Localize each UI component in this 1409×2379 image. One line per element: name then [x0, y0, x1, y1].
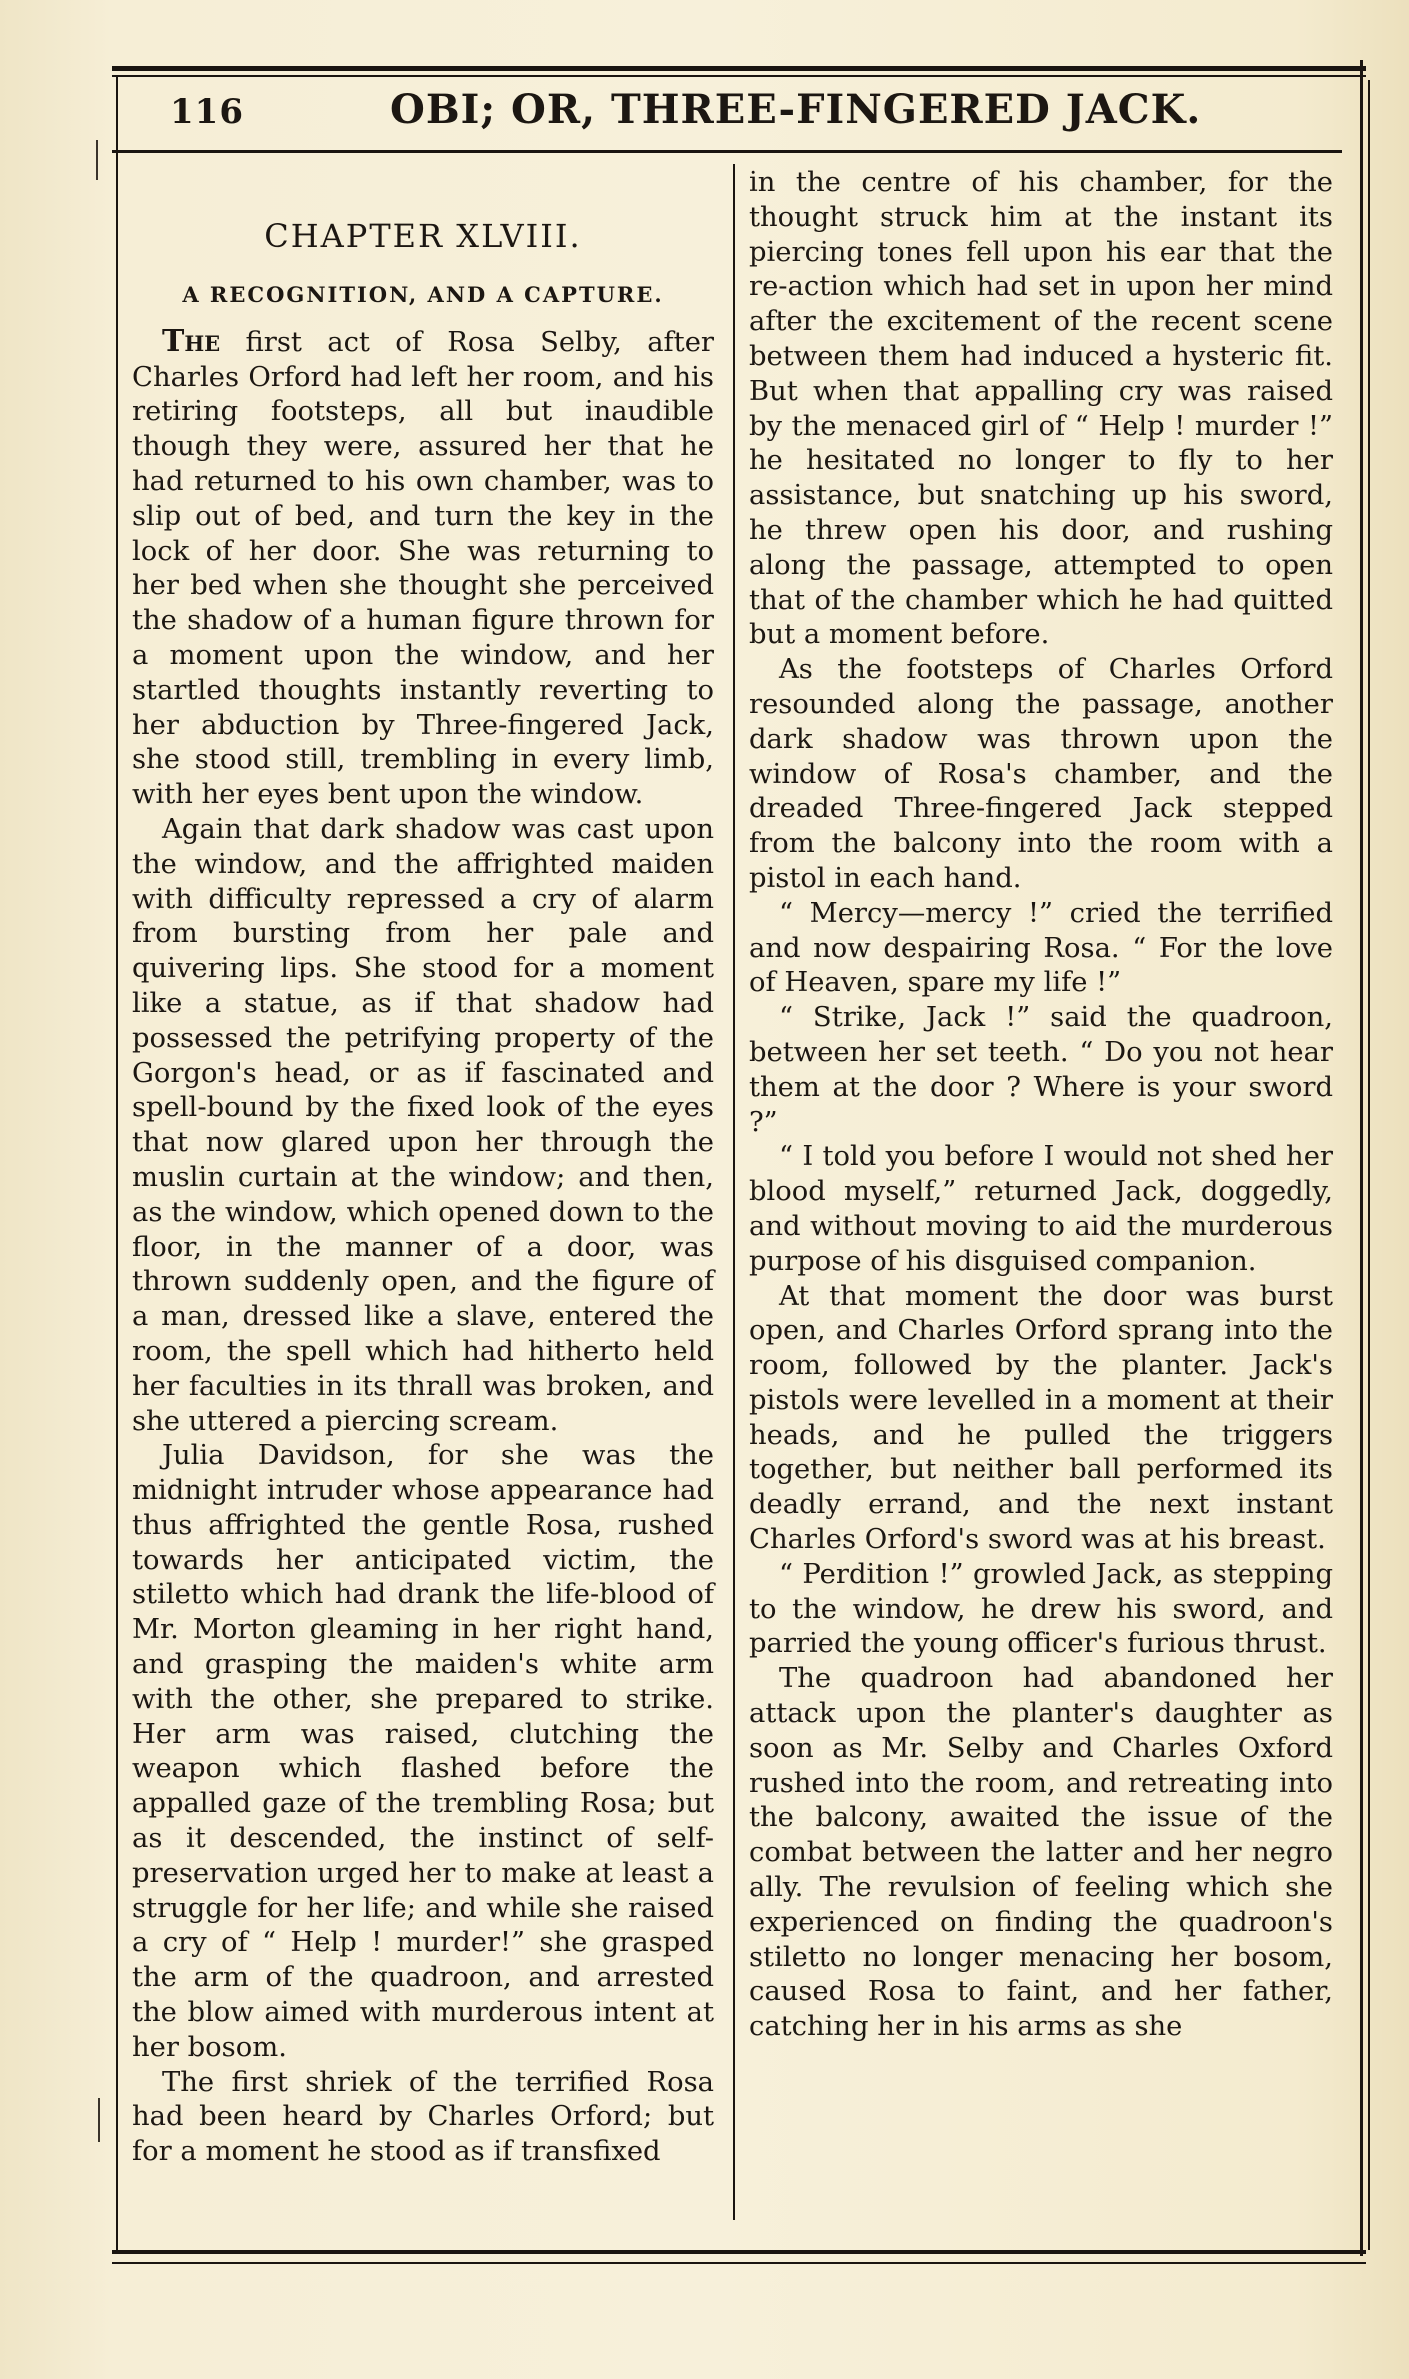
paragraph: “ I told you before I would not shed her blood myself,” returned Jack, doggedly, and without moving to aid the murderous purpose of his disguised companion. [749, 1141, 1333, 1277]
margin-mark [98, 2098, 100, 2142]
paragraph [132, 325, 714, 813]
frame-left-line [116, 76, 118, 2252]
paragraph: “ Perdition !” growled Jack, as stepping to the window, he drew his sword, and parried the young officer's furious thrust. [749, 1558, 1333, 1660]
chapter-subheading: A RECOGNITION, AND A CAPTURE. [182, 282, 664, 307]
page-number: 116 [170, 92, 244, 132]
frame-right-line [1360, 60, 1363, 2256]
paragraph-text: first act of Rosa Selby, after Charles Orford had left her room, and his retiring footsteps, all but inaudible though they were, assured her that he had returned to his own chamber, was to slip out of bed, and turn the key in the lock of her door. She was returning to her bed when she thought she perceived the shadow of a human figure thrown for a moment upon the window, and her startled thoughts instantly reverting to her abduction by Three-fingered Jack, she stood still, trembling in every limb, with her eyes bent upon the window. [132, 326, 714, 811]
paragraph: The quadroon had abandoned her attack upon the planter's daughter as soon as Mr. Selby and Charles Oxford rushed into the room, and retreating into the balcony, awaited the issue of the combat between the latter and her negro ally. The revulsion of feeling which she experienced on finding the quadroon's stiletto no longer menacing her bosom, caused Rosa to faint, and her father, catching her in his arms as she [749, 1663, 1333, 2043]
paragraph: At that moment the door was burst open, and Charles Orford sprang into the room, followed by the planter. Jack's pistols were levelled in a moment at their heads, and he pulled the triggers together, but neither ball performed its deadly errand, and the next instant Charles Orford's sword was at his breast. [749, 1280, 1333, 1556]
paragraph: The first shriek of the terrified Rosa had been heard by Charles Orford; but for a moment he stood as if transfixed [132, 2066, 714, 2168]
paragraph: Again that dark shadow was cast upon the window, and the affrighted maiden with difficulty repressed a cry of alarm from bursting from her pale and quivering lips. She stood for a moment like a statue, as if that shadow had possessed the petrifying property of the Gorgon's head, or as if fascinated and spell-bound by the fixed look of the eyes that now glared upon her through the muslin curtain at the window; and then, as the window, which opened down to the floor, in the manner of a door, was thrown suddenly open, and the figure of a man, dressed like a slave, entered the room, the spell which had hitherto held her faculties in its thrall was broken, and she uttered a piercing scream. [132, 813, 714, 1437]
right-column [749, 166, 1333, 2045]
top-rule-thin [112, 75, 1366, 77]
paragraph: “ Mercy—mercy !” cried the terrified and now despairing Rosa. “ For the love of Heaven, spare my life !” [749, 897, 1333, 999]
chapter-heading: CHAPTER XLVIII. [264, 217, 582, 255]
top-rule-thick [112, 66, 1366, 71]
paragraph: As the footsteps of Charles Orford resounded along the passage, another dark shadow was thrown upon the window of Rosa's chamber, and the dreaded Three-fingered Jack stepped from the balcony into the room with a pistol in each hand. [749, 654, 1333, 894]
margin-mark [96, 140, 98, 180]
paragraph: in the centre of his chamber, for the thought struck him at the instant its piercing tones fell upon his ear that the re-action which had set in upon her mind after the excitement of the recent scene between them had induced a hysteric fit. But when that appalling cry was raised by the menaced girl of “ Help ! murder !” he hesitated no longer to fly to her assistance, but snatching up his sword, he threw open his door, and rushing along the passage, attempted to open that of the chamber which he had quitted but a moment before. [749, 167, 1333, 651]
paragraph: “ Strike, Jack !” said the quadroon, between her set teeth. “ Do you not hear them at the door ? Where is your sword ?” [749, 1002, 1333, 1138]
bottom-rule-thin [112, 2262, 1366, 2264]
lead-word: The [162, 323, 221, 359]
column-divider [733, 164, 735, 2220]
bottom-rule-thick [112, 2250, 1366, 2254]
frame-right-line-outer [1368, 80, 1370, 2250]
paragraph: Julia Davidson, for she was the midnight intruder whose appearance had thus affrighted the gentle Rosa, rushed towards her anticipated victim, the stiletto which had drank the life-blood of Mr. Morton gleaming in her right hand, and grasping the maiden's white arm with the other, she prepared to strike. Her arm was raised, clutching the weapon which flashed before the appalled gaze of the trembling Rosa; but as it descended, the instinct of self-preservation urged her to make at least a struggle for her life; and while she raised a cry of “ Help ! murder!” she grasped the arm of the quadroon, and arrested the blow aimed with murderous intent at her bosom. [132, 1440, 714, 2063]
running-title: OBI; OR, THREE-FINGERED JACK. [390, 86, 1202, 133]
left-column [132, 168, 714, 2170]
header-rule [112, 150, 1342, 153]
